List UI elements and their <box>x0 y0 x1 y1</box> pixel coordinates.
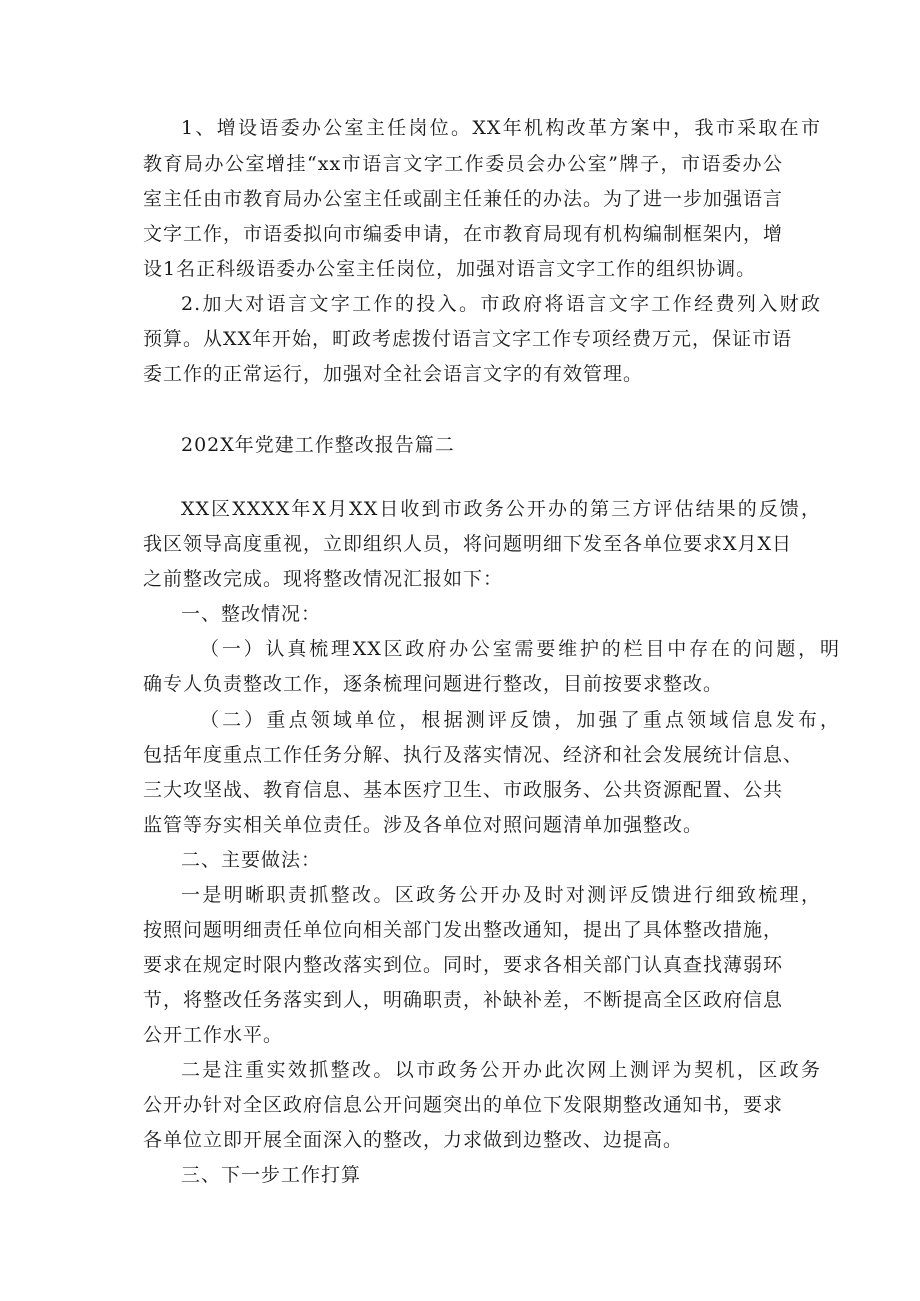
paragraph-1-line-5: 设1名正科级语委办公室主任岗位，加强对语言文字工作的组织协调。 <box>143 258 757 280</box>
paragraph-1-line-1: 1、增设语委办公室主任岗位。XX年机构改革方案中，我市采取在市 <box>181 117 821 139</box>
item-1-line-1: （一）认真梳理XX区政府办公室需要维护的栏目中存在的问题，明 <box>200 638 840 660</box>
item-2-line-1: （二）重点领域单位，根据测评反馈，加强了重点领域信息发布， <box>200 709 840 731</box>
paragraph-2-line-3: 委工作的正常运行，加强对全社会语言文字的有效管理。 <box>143 363 644 385</box>
item-2-line-3: 三大攻坚战、教育信息、基本医疗卫生、市政服务、公共资源配置、公共 <box>143 779 784 801</box>
paragraph-2-line-2: 预算。从XX年开始，町政考虑拨付语言文字工作专项经费万元，保证市语 <box>143 328 793 350</box>
paragraph-4-line-5: 公开工作水平。 <box>143 1024 284 1046</box>
paragraph-1-line-2: 教育局办公室增挂“xx市语言文字工作委员会办公室”牌子，市语委办公 <box>143 153 783 175</box>
paragraph-3-line-1: XX区XXXX年X月XX日收到市政务公开办的第三方评估结果的反馈， <box>181 498 821 520</box>
paragraph-3-line-3: 之前整改完成。现将整改情况汇报如下： <box>143 568 504 590</box>
paragraph-5-line-1: 二是注重实效抓整改。以市政务公开办此次网上测评为契机，区政务 <box>181 1059 821 1081</box>
paragraph-2-line-1: 2.加大对语言文字工作的投入。市政府将语言文字工作经费列入财政 <box>181 293 821 315</box>
item-2-line-2: 包括年度重点工作任务分解、执行及落实情况、经济和社会发展统计信息、 <box>143 744 804 766</box>
paragraph-4-line-2: 按照问题明细责任单位向相关部门发出整改通知，提出了具体整改措施， <box>143 919 784 941</box>
paragraph-4-line-4: 节，将整改任务落实到人，明确职责，补缺补差，不断提高全区政府信息 <box>143 989 784 1011</box>
subheading-3: 三、下一步工作打算 <box>181 1164 362 1186</box>
paragraph-1-line-3: 室主任由市教育局办公室主任或副主任兼任的办法。为了进一步加强语言 <box>143 188 784 210</box>
paragraph-4-line-1: 一是明晰职责抓整改。区政务公开办及时对测评反馈进行细致梳理， <box>181 884 821 906</box>
paragraph-5-line-2: 公开办针对全区政府信息公开问题突出的单位下发限期整改通知书，要求 <box>143 1094 784 1116</box>
item-2-line-4: 监管等夯实相关单位责任。涉及各单位对照问题清单加强整改。 <box>143 814 704 836</box>
paragraph-5-line-3: 各单位立即开展全面深入的整改，力求做到边整改、边提高。 <box>143 1129 684 1151</box>
paragraph-4-line-3: 要求在规定时限内整改落实到位。同时，要求各相关部门认真查找薄弱环 <box>143 954 784 976</box>
item-1-line-2: 确专人负责整改工作，逐条梳理问题进行整改，目前按要求整改。 <box>143 673 724 695</box>
section-heading: 202X年党建工作整改报告篇二 <box>181 434 455 456</box>
subheading-2: 二、主要做法： <box>181 849 322 871</box>
paragraph-3-line-2: 我区领导高度重视，立即组织人员，将问题明细下发至各单位要求X月X日 <box>143 533 793 555</box>
paragraph-1-line-4: 文字工作，市语委拟向市编委申请，在市教育局现有机构编制框架内，增 <box>143 223 784 245</box>
subheading-1: 一、整改情况： <box>181 603 322 625</box>
